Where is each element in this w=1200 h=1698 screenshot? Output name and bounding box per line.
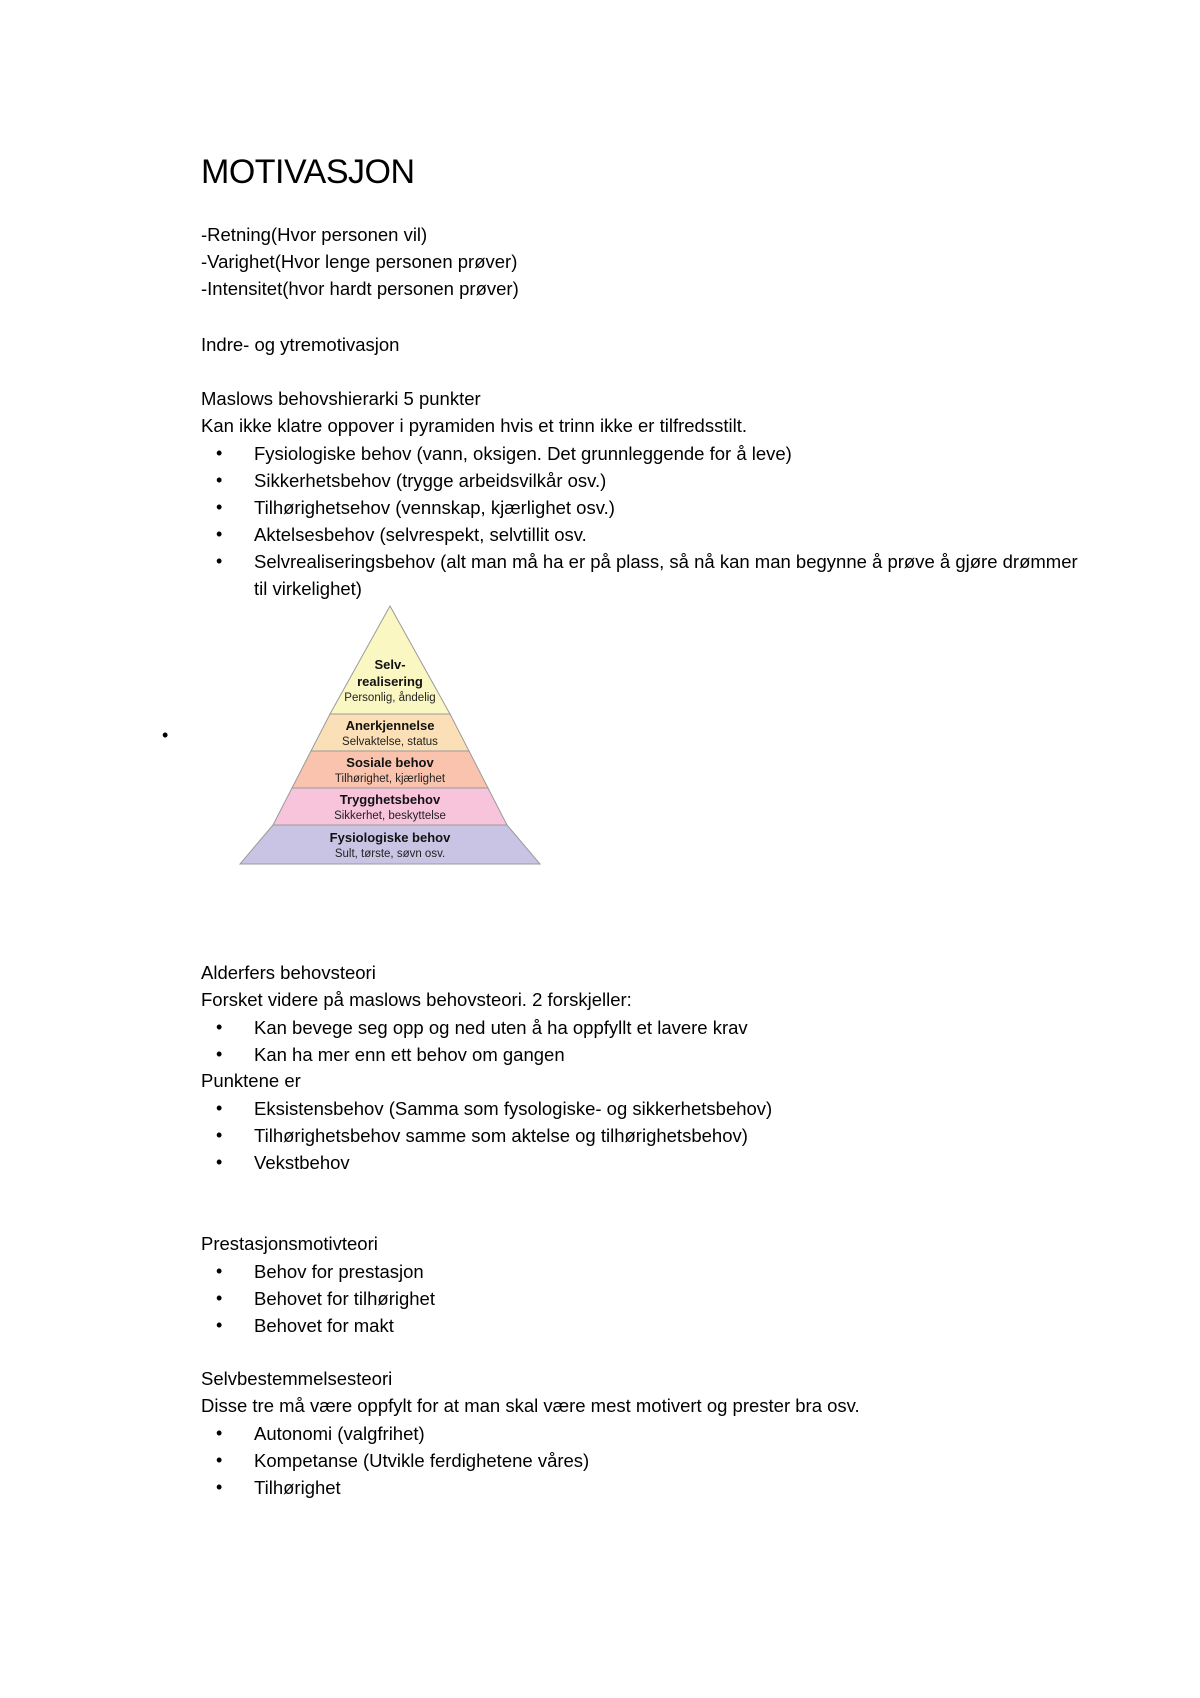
alderfer-note: Forsket videre på maslows behovsteori. 2 forskjeller: — [201, 989, 632, 1010]
list-item: Eksistensbehov (Samma som fysologiske- og sikkerhetsbehov) — [254, 1098, 773, 1119]
list-item: Fysiologiske behov (vann, oksigen. Det grunnleggende for å leve) — [254, 443, 792, 464]
pyramid-label-title: Trygghetsbehov — [339, 792, 441, 807]
list-item: Tilhørighetsehov (vennskap, kjærlighet osv.) — [254, 497, 615, 518]
list-item: Kan bevege seg opp og ned uten å ha oppfyllt et lavere krav — [254, 1017, 748, 1038]
intro-line-direction: -Retning(Hvor personen vil) — [201, 224, 428, 245]
bullet-icon: • — [216, 497, 223, 517]
pyramid-label-title: Anerkjennelse — [345, 718, 435, 733]
bullet-icon: • — [216, 443, 223, 463]
pyramid-label-title: Fysiologiske behov — [329, 830, 451, 845]
bullet-icon: • — [216, 1450, 223, 1470]
bullet-icon: • — [216, 1017, 223, 1037]
bullet-icon: • — [216, 470, 223, 490]
list-item: Sikkerhetsbehov (trygge arbeidsvilkår osv.) — [254, 470, 607, 491]
list-item: Aktelsesbehov (selvrespekt, selvtillit osv. — [254, 524, 587, 545]
maslow-pyramid-figure — [238, 604, 542, 866]
list-item: Behov for prestasjon — [254, 1261, 424, 1282]
intro-line-duration: -Varighet(Hvor lenge personen prøver) — [201, 251, 518, 272]
alderfer-heading: Alderfers behovsteori — [201, 962, 376, 983]
section-indre-ytre: Indre- og ytremotivasjon — [201, 334, 400, 355]
pyramid-label-title: Selv- — [374, 657, 406, 672]
bullet-icon: • — [216, 1125, 223, 1145]
list-item: Kompetanse (Utvikle ferdighetene våres) — [254, 1450, 590, 1471]
pyramid-label-subtitle: Personlig, åndelig — [344, 692, 436, 704]
prestasjon-heading: Prestasjonsmotivteori — [201, 1233, 378, 1254]
bullet-icon: • — [216, 1152, 223, 1172]
bullet-icon: • — [216, 1315, 223, 1335]
pyramid-label-subtitle: Tilhørighet, kjærlighet — [334, 773, 446, 785]
pyramid-label-subtitle: Selvaktelse, status — [342, 736, 438, 748]
bullet-icon: • — [216, 524, 223, 544]
bullet-icon: • — [162, 725, 169, 745]
bullet-icon: • — [216, 1423, 223, 1443]
bullet-icon: • — [216, 1477, 223, 1497]
alderfer-points-label: Punktene er — [201, 1070, 301, 1091]
bullet-icon: • — [216, 1098, 223, 1118]
list-item: Autonomi (valgfrihet) — [254, 1423, 425, 1444]
list-item: Tilhørighet — [254, 1477, 341, 1498]
maslow-note: Kan ikke klatre oppover i pyramiden hvis et trinn ikke er tilfredsstilt. — [201, 415, 747, 436]
pyramid-label-subtitle: Sult, tørste, søvn osv. — [334, 848, 446, 860]
document-title: MOTIVASJON — [201, 153, 415, 191]
intro-line-intensity: -Intensitet(hvor hardt personen prøver) — [201, 278, 519, 299]
bullet-icon: • — [216, 1261, 223, 1281]
list-item: Vekstbehov — [254, 1152, 350, 1173]
pyramid-label-subtitle: Sikkerhet, beskyttelse — [334, 810, 446, 822]
bullet-icon: • — [216, 1044, 223, 1064]
pyramid-label-title: realisering — [357, 674, 423, 689]
maslow-heading: Maslows behovshierarki 5 punkter — [201, 388, 481, 409]
list-item: Kan ha mer enn ett behov om gangen — [254, 1044, 565, 1065]
list-item: Behovet for makt — [254, 1315, 394, 1336]
bullet-icon: • — [216, 1288, 223, 1308]
list-item: Tilhørighetsbehov samme som aktelse og tilhørighetsbehov) — [254, 1125, 748, 1146]
list-item: Selvrealiseringsbehov (alt man må ha er på plass, så nå kan man begynne å prøve å gjøre drømmer til virkelighet) — [254, 551, 1078, 599]
pyramid-label-title: Sosiale behov — [346, 755, 434, 770]
selvbestemmelse-heading: Selvbestemmelsesteori — [201, 1368, 393, 1389]
bullet-icon: • — [216, 551, 223, 571]
list-item: Behovet for tilhørighet — [254, 1288, 435, 1309]
selvbestemmelse-note: Disse tre må være oppfylt for at man skal være mest motivert og prester bra osv. — [201, 1395, 860, 1416]
